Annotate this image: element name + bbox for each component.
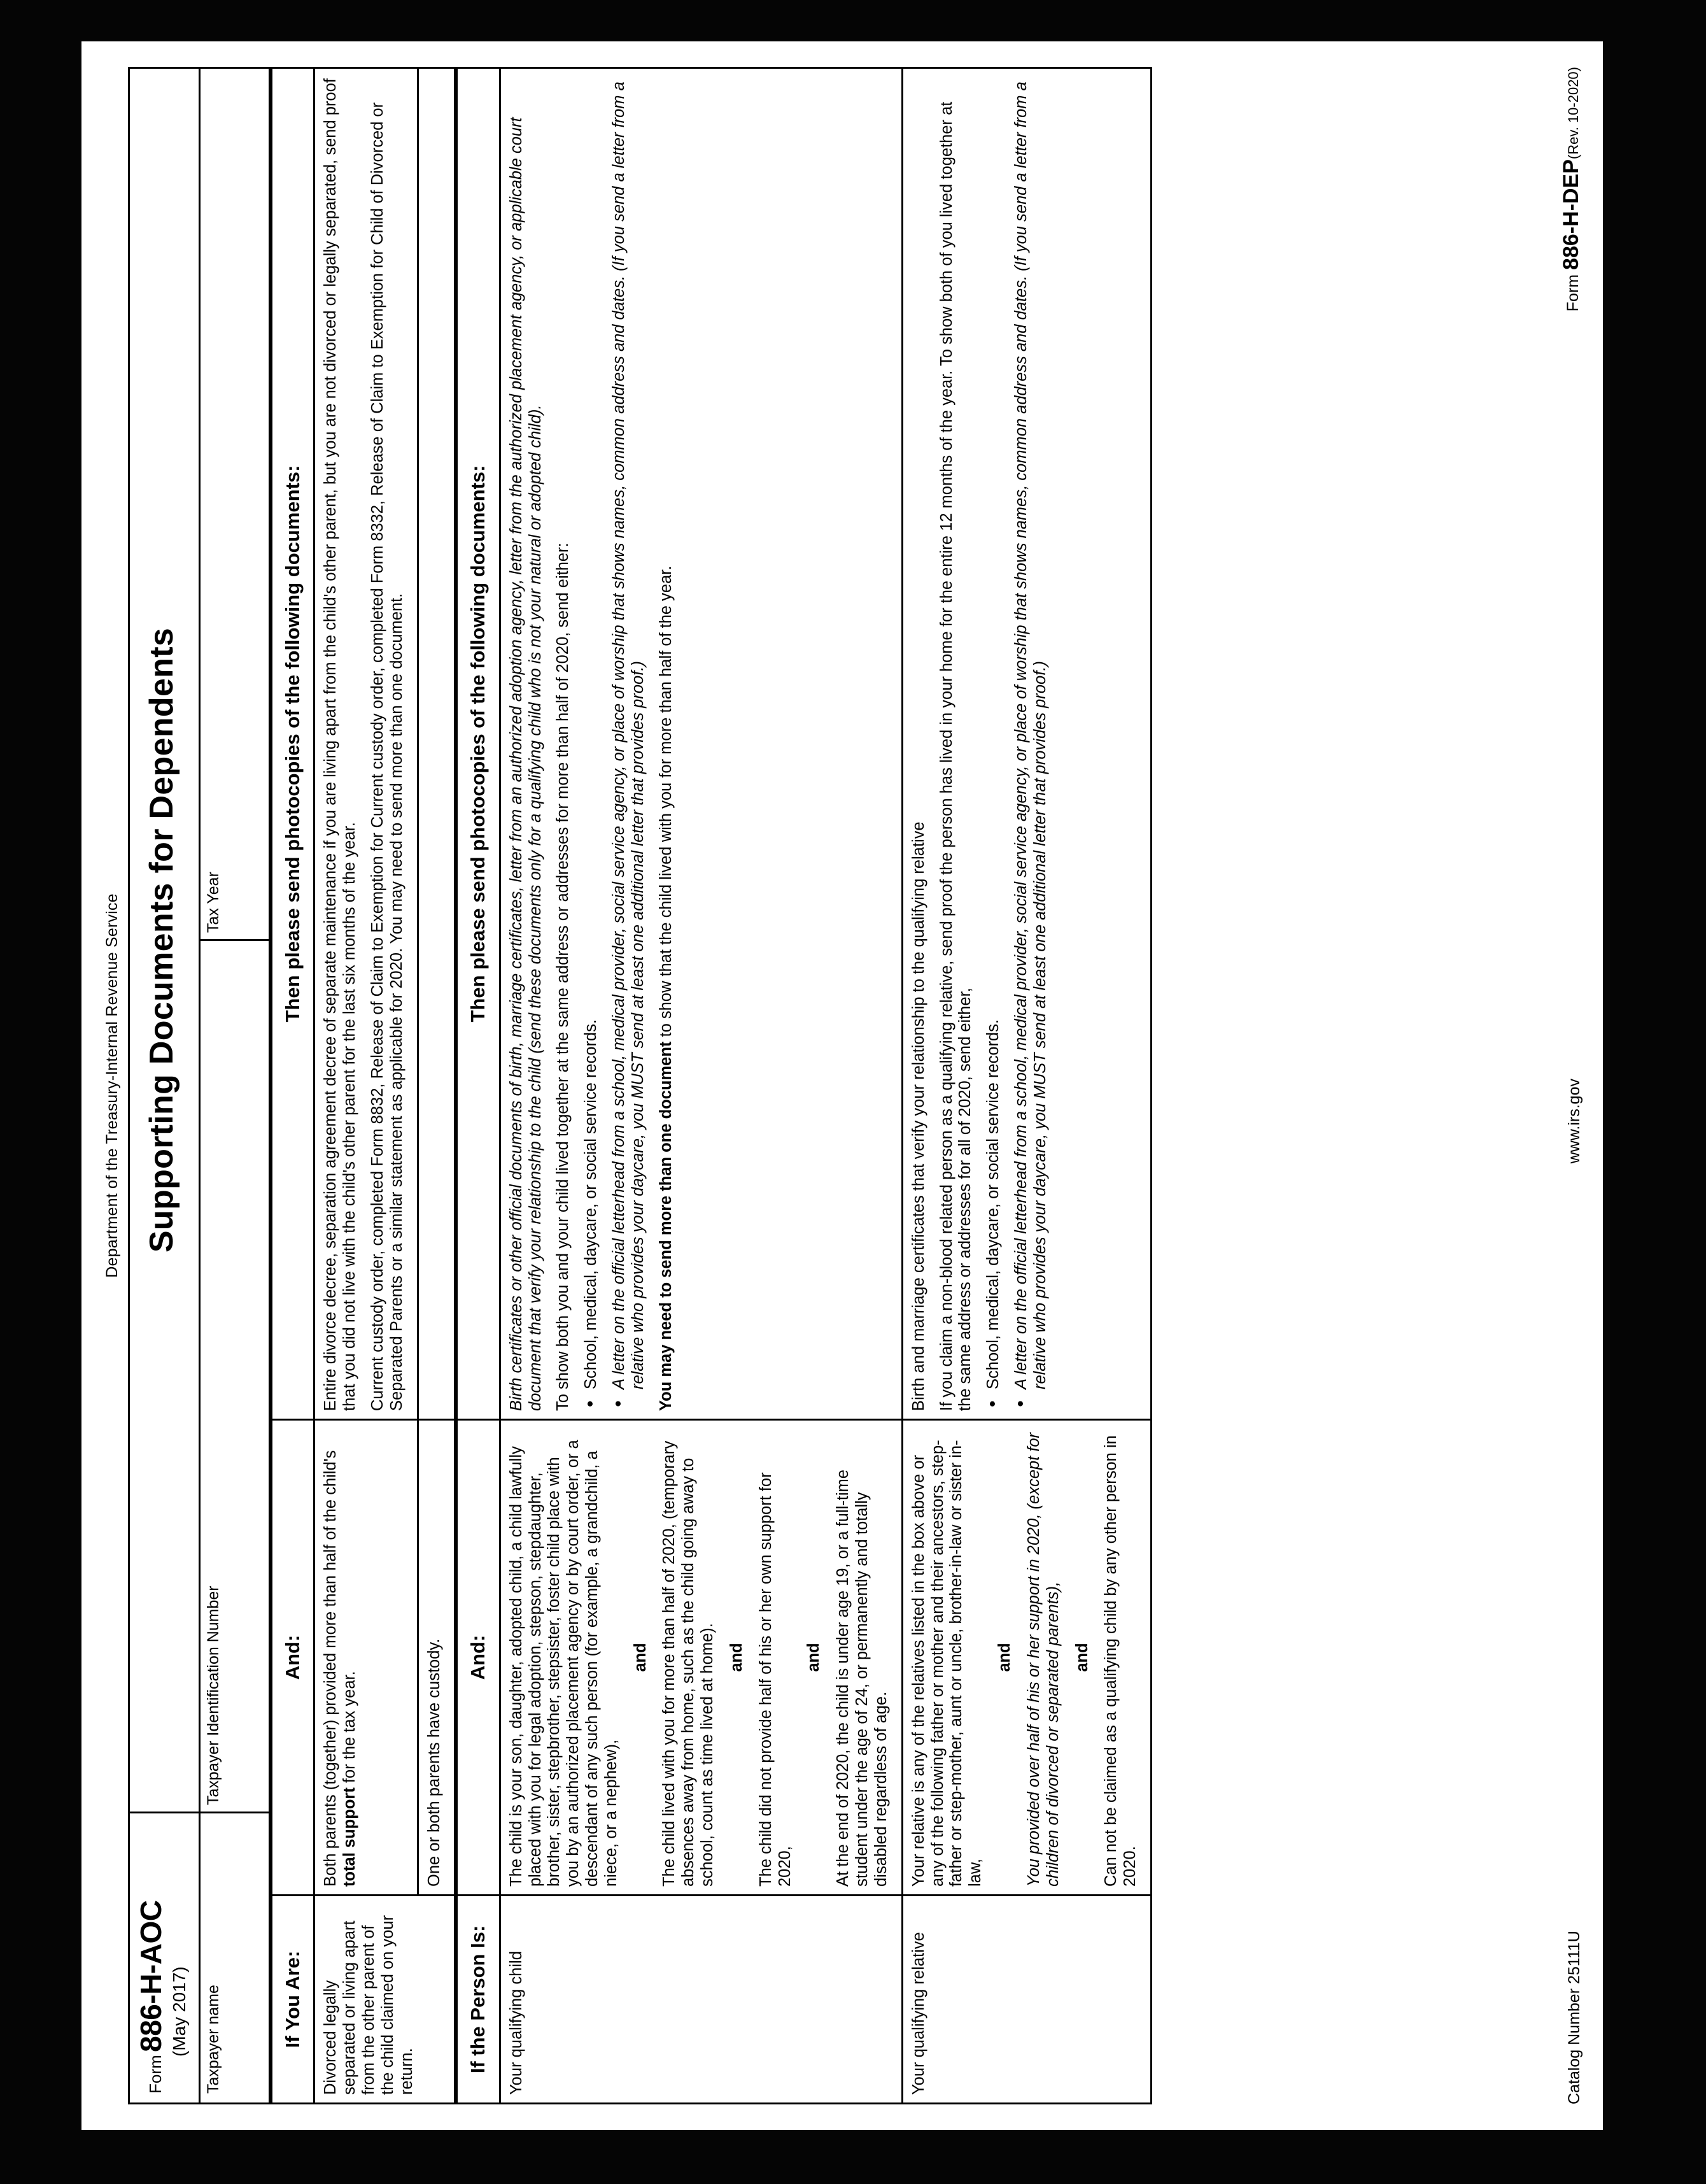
and-item: Can not be claimed as a qualifying child by any other person in 2020.	[1102, 1435, 1139, 1887]
department-line: Department of the Treasury-Internal Revenue Service	[103, 893, 121, 1278]
doc-note-bold: You may need to send more than one document	[656, 1041, 675, 1411]
list-item: • School, medical, daycare, or social service records.	[984, 76, 1003, 1392]
row-person-qualifying-relative: Your qualifying relative	[902, 1896, 1151, 2104]
table-row	[902, 68, 1151, 2104]
footer-form-revision: (Rev. 10-2020)	[1565, 67, 1581, 160]
column-header-documents: Then please send photocopies of the following documents:	[272, 68, 314, 1420]
footer-form-reference	[1559, 67, 1584, 311]
doc-note-tail: to show that the child lived with you for more than half of the year.	[656, 565, 675, 1042]
list-item: • A letter on the official letterhead from a school, medical provider, social service agency, or place of worship that shows names, common address and dates. (If you send a letter from a relative who provides your daycare, you MUST send at least one additional letter that provides proof.)	[1012, 76, 1050, 1392]
table-row	[500, 68, 902, 2104]
footer-form-label: Form	[1564, 274, 1582, 312]
row-documents-qualifying-relative	[902, 68, 1151, 1420]
column-header-if-you-are: If You Are:	[272, 1896, 314, 2104]
form-number: 886-H-AOC	[134, 1900, 167, 2052]
and-conjunction: and	[805, 1643, 823, 1672]
form-revision: (May 2017)	[169, 1966, 189, 2057]
tin-value[interactable]	[223, 947, 260, 1805]
doc-paragraph: Entire divorce decree, separation agreement decree of separate maintenance if you are living apart from the child's other parent, but you are not divorced or legally separated, send proof that you did not live with the child's other parent for the last six months of the year.	[321, 78, 359, 1411]
and-text-part1: Both parents (together) provided more than half of the child's	[321, 1450, 340, 1887]
document-bullet-list	[984, 76, 1050, 1411]
column-header-and: And:	[272, 1420, 314, 1896]
page-spacer	[1152, 67, 1553, 2104]
list-item: • School, medical, daycare, or social service records.	[582, 76, 601, 1392]
footer-form-number: 886-H-DEP	[1559, 159, 1583, 270]
row-and-support	[314, 1420, 418, 1896]
taxpayer-name-label: Taxpayer name	[204, 1985, 222, 2094]
form-identity-cell	[129, 1813, 200, 2104]
row-person-qualifying-child: Your qualifying child	[500, 1896, 902, 2104]
and-item: The child is your son, daughter, adopted child, a child lawfully placed with you for legal adoption, stepson, stepdaughter, brother, sister, stepbrother, stepsister, foster child place with you by an authorized placement agency or by court order, or a descendant of any such person (for example, a grandchild, a niece, or a nephew),	[507, 1440, 620, 1887]
and-item: The child did not provide half of his or her own support for 2020,	[756, 1472, 794, 1887]
and-text-part2: for the tax year.	[341, 1671, 359, 1788]
taxpayer-name-cell[interactable]	[200, 1813, 270, 2104]
tax-year-cell[interactable]	[200, 68, 270, 940]
column-header-if-the-person-is: If the Person Is:	[457, 1896, 500, 2104]
and-conjunction: and	[1073, 1643, 1091, 1672]
requirements-matrix-second	[456, 67, 1152, 2104]
document-page-wrapper	[50, 19, 1635, 2152]
list-item: • A letter on the official letterhead from a school, medical provider, social service agency, or place of worship that shows names, common address and dates. (If you send a letter from a relative who provides your daycare, you MUST send at least one additional letter that provides proof.)	[610, 76, 648, 1392]
and-text-bold: total support	[341, 1787, 359, 1887]
doc-paragraph: Current custody order, completed Form 8832, Release of Claim to Exemption for Current custody order, completed Form 8332, Release of Claim to Exemption for Child of Divorced or Separated Parents or a similar statement as applicable for 2020. You may need to send more than one document.	[368, 102, 405, 1411]
tax-year-value[interactable]	[223, 75, 260, 933]
column-header-and-2: And:	[457, 1420, 500, 1896]
doc-note	[657, 76, 676, 1411]
row-documents-custody	[418, 68, 455, 1420]
tin-cell[interactable]	[200, 940, 270, 1813]
row-and-qualifying-relative	[902, 1420, 1151, 1896]
table-header-row	[457, 68, 500, 2104]
and-item: At the end of 2020, the child is under age 19, or a full-time student under the age of 24, or permanently and totally disabled regardless of age.	[834, 1470, 890, 1887]
page-footer	[1559, 67, 1584, 2104]
catalog-number: Catalog Number 25111U	[1565, 1931, 1583, 2104]
form-header-table	[128, 67, 271, 2104]
taxpayer-name-value[interactable]	[223, 1820, 260, 2094]
row-person-divorced: Divorced legally separated or living apart from the other parent of the child claimed on your return.	[314, 1896, 455, 2104]
form-title-cell	[129, 68, 200, 1813]
page-title: Supporting Documents for Dependents	[143, 627, 180, 1253]
and-conjunction: and	[996, 1643, 1014, 1672]
form-label: Form	[146, 2055, 165, 2094]
table-header-row	[272, 68, 314, 2104]
and-conjunction: and	[727, 1643, 745, 1672]
tax-year-label: Tax Year	[204, 872, 222, 933]
row-and-custody: One or both parents have custody.	[418, 1420, 455, 1896]
doc-paragraph: Birth certificates or other official documents of birth, marriage certificates, letter from an authorized adoption agency, letter from the authorized placement agency, or applicable court document that verify your relationship to the child (send these documents only for a qualifying child who is not your natural or adopted child).	[507, 117, 544, 1411]
doc-paragraph: To show both you and your child lived together at the same address or addresses for more than half of 2020, send either:	[554, 542, 572, 1411]
irs-website[interactable]: www.irs.gov	[1565, 1079, 1583, 1164]
and-item: Your relative is any of the relatives listed in the box above or any of the following father or mother and their ancestors, step-father or step-mother, aunt or uncle, brother-in-law or sister in-law,	[909, 1440, 985, 1887]
doc-paragraph: If you claim a non-blood related person as a qualifying relative, send proof the person has lived in your home for the entire 12 months of the year. To show both of you lived together at the same address or addresses for all of 2020, send either,	[937, 101, 975, 1411]
and-item: You provided over half of his or her support in 2020, (except for children of divorced or separated parents),	[1024, 1432, 1062, 1887]
and-conjunction: and	[631, 1643, 649, 1672]
requirements-matrix-first	[271, 67, 456, 2104]
document-bullet-list	[582, 76, 647, 1411]
column-header-documents-2: Then please send photocopies of the following documents:	[457, 68, 500, 1420]
table-row	[418, 68, 455, 2104]
row-documents-divorce	[314, 68, 418, 1420]
doc-paragraph: Birth and marriage certificates that verify your relationship to the qualifying relative	[909, 821, 927, 1411]
tin-label: Taxpayer Identification Number	[204, 1585, 222, 1805]
row-and-qualifying-child	[500, 1420, 902, 1896]
irs-form-page	[81, 41, 1603, 2130]
table-row	[314, 68, 418, 2104]
and-item: The child lived with you for more than half of 2020, (temporary absences away from home, such as the child going away to school, count as time lived at home).	[660, 1440, 717, 1887]
row-documents-qualifying-child	[500, 68, 902, 1420]
